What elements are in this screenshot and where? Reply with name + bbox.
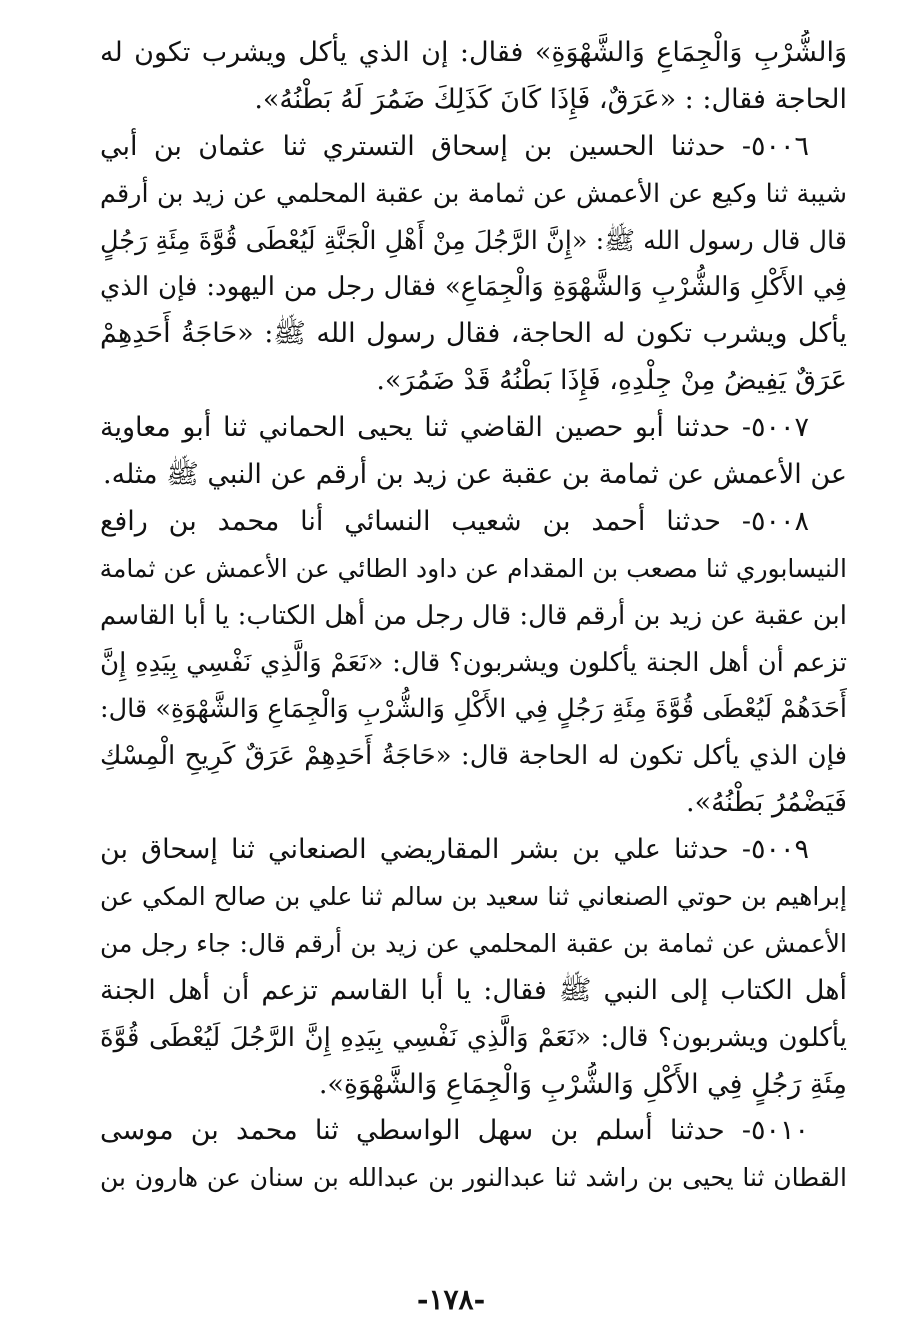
text-line: القطان ثنا يحيى بن راشد ثنا عبدالنور بن عبدالله بن سنان عن هارون بن bbox=[100, 1163, 847, 1193]
text-line: يأكل ويشرب تكون له الحاجة، فقال رسول الله ﷺ: «حَاجَةُ أَحَدِهِمْ bbox=[100, 318, 847, 350]
text-line: يأكلون ويشربون؟ قال: «نَعَمْ وَالَّذِي نَفْسِي بِيَدِهِ إِنَّ الرَّجُلَ لَيُعْطَى قُوَّةَ bbox=[100, 1022, 847, 1053]
hadith-5008-start: ٥٠٠٨- حدثنا أحمد بن شعيب النسائي أنا محمد بن رافع bbox=[100, 505, 809, 537]
hadith-5007-start: ٥٠٠٧- حدثنا أبو حصين القاضي ثنا يحيى الحماني ثنا أبو معاوية bbox=[100, 412, 809, 444]
text-line: مِئَةِ رَجُلٍ فِي الأَكْلِ وَالشُّرْبِ وَالْجِمَاعِ وَالشَّهْوَةِ». bbox=[318, 1068, 847, 1100]
hadith-5010-start: ٥٠١٠- حدثنا أسلم بن سهل الواسطي ثنا محمد بن موسى bbox=[100, 1115, 809, 1147]
text-body bbox=[100, 30, 847, 1202]
text-line: فَيَضْمُرُ بَطْنُهُ». bbox=[686, 787, 847, 819]
text-line: الحاجة فقال: : «عَرَقٌ، فَإِذَا كَانَ كَذَلِكَ ضَمُرَ لَهُ بَطْنُهُ». bbox=[254, 83, 847, 115]
text-line: فِي الأَكْلِ وَالشُّرْبِ وَالشَّهْوَةِ وَالْجِمَاعِ» فقال رجل من اليهود: فإن الذي bbox=[100, 272, 847, 303]
hadith-5006-start: ٥٠٠٦- حدثنا الحسين بن إسحاق التستري ثنا عثمان بن أبي bbox=[100, 130, 809, 162]
text-line: أَحَدَهُمْ لَيُعْطَى قُوَّةَ مِئَةِ رَجُلٍ فِي الأَكْلِ وَالشُّرْبِ وَالْجِمَاعِ وَالشَّهْوَةِ» قال: bbox=[100, 694, 847, 725]
text-line: ابن عقبة عن زيد بن أرقم قال: قال رجل من أهل الكتاب: يا أبا القاسم bbox=[100, 600, 847, 631]
text-line: فإن الذي يأكل تكون له الحاجة قال: «حَاجَةُ أَحَدِهِمْ عَرَقٌ كَرِيحِ الْمِسْكِ bbox=[100, 741, 847, 772]
hadith-5009-start: ٥٠٠٩- حدثنا علي بن بشر المقاريضي الصنعاني ثنا إسحاق بن bbox=[100, 834, 809, 866]
text-line: قال قال رسول الله ﷺ: «إِنَّ الرَّجُلَ مِنْ أَهْلِ الْجَنَّةِ لَيُعْطَى قُوَّةَ مِئَةِ رَجُلٍ bbox=[100, 225, 847, 256]
page-number: -١٧٨- bbox=[416, 1283, 486, 1316]
text-line: عَرَقٌ يَفِيضُ مِنْ جِلْدِهِ، فَإِذَا بَطْنُهُ قَدْ ضَمُرَ». bbox=[376, 365, 847, 397]
text-line: الأعمش عن ثمامة بن عقبة المحلمي عن زيد بن أرقم قال: جاء رجل من bbox=[100, 928, 847, 958]
text-line: وَالشُّرْبِ وَالْجِمَاعِ وَالشَّهْوَةِ» فقال: إن الذي يأكل ويشرب تكون له bbox=[100, 37, 847, 68]
text-line: تزعم أن أهل الجنة يأكلون ويشربون؟ قال: «نَعَمْ وَالَّذِي نَفْسِي بِيَدِهِ إِنَّ bbox=[100, 647, 847, 678]
text-line: النيسابوري ثنا مصعب بن المقدام عن داود الطائي عن الأعمش عن ثمامة bbox=[100, 553, 847, 583]
text-line: إبراهيم بن حوتي الصنعاني ثنا سعيد بن سالم ثنا علي بن صالح المكي عن bbox=[100, 882, 847, 912]
text-line: شيبة ثنا وكيع عن الأعمش عن ثمامة بن عقبة المحلمي عن زيد بن أرقم bbox=[100, 178, 847, 209]
text-line: عن الأعمش عن ثمامة بن عقبة عن زيد بن أرقم عن النبي ﷺ مثله. bbox=[103, 459, 847, 491]
text-line: أهل الكتاب إلى النبي ﷺ فقال: يا أبا القاسم تزعم أن أهل الجنة bbox=[100, 974, 847, 1006]
